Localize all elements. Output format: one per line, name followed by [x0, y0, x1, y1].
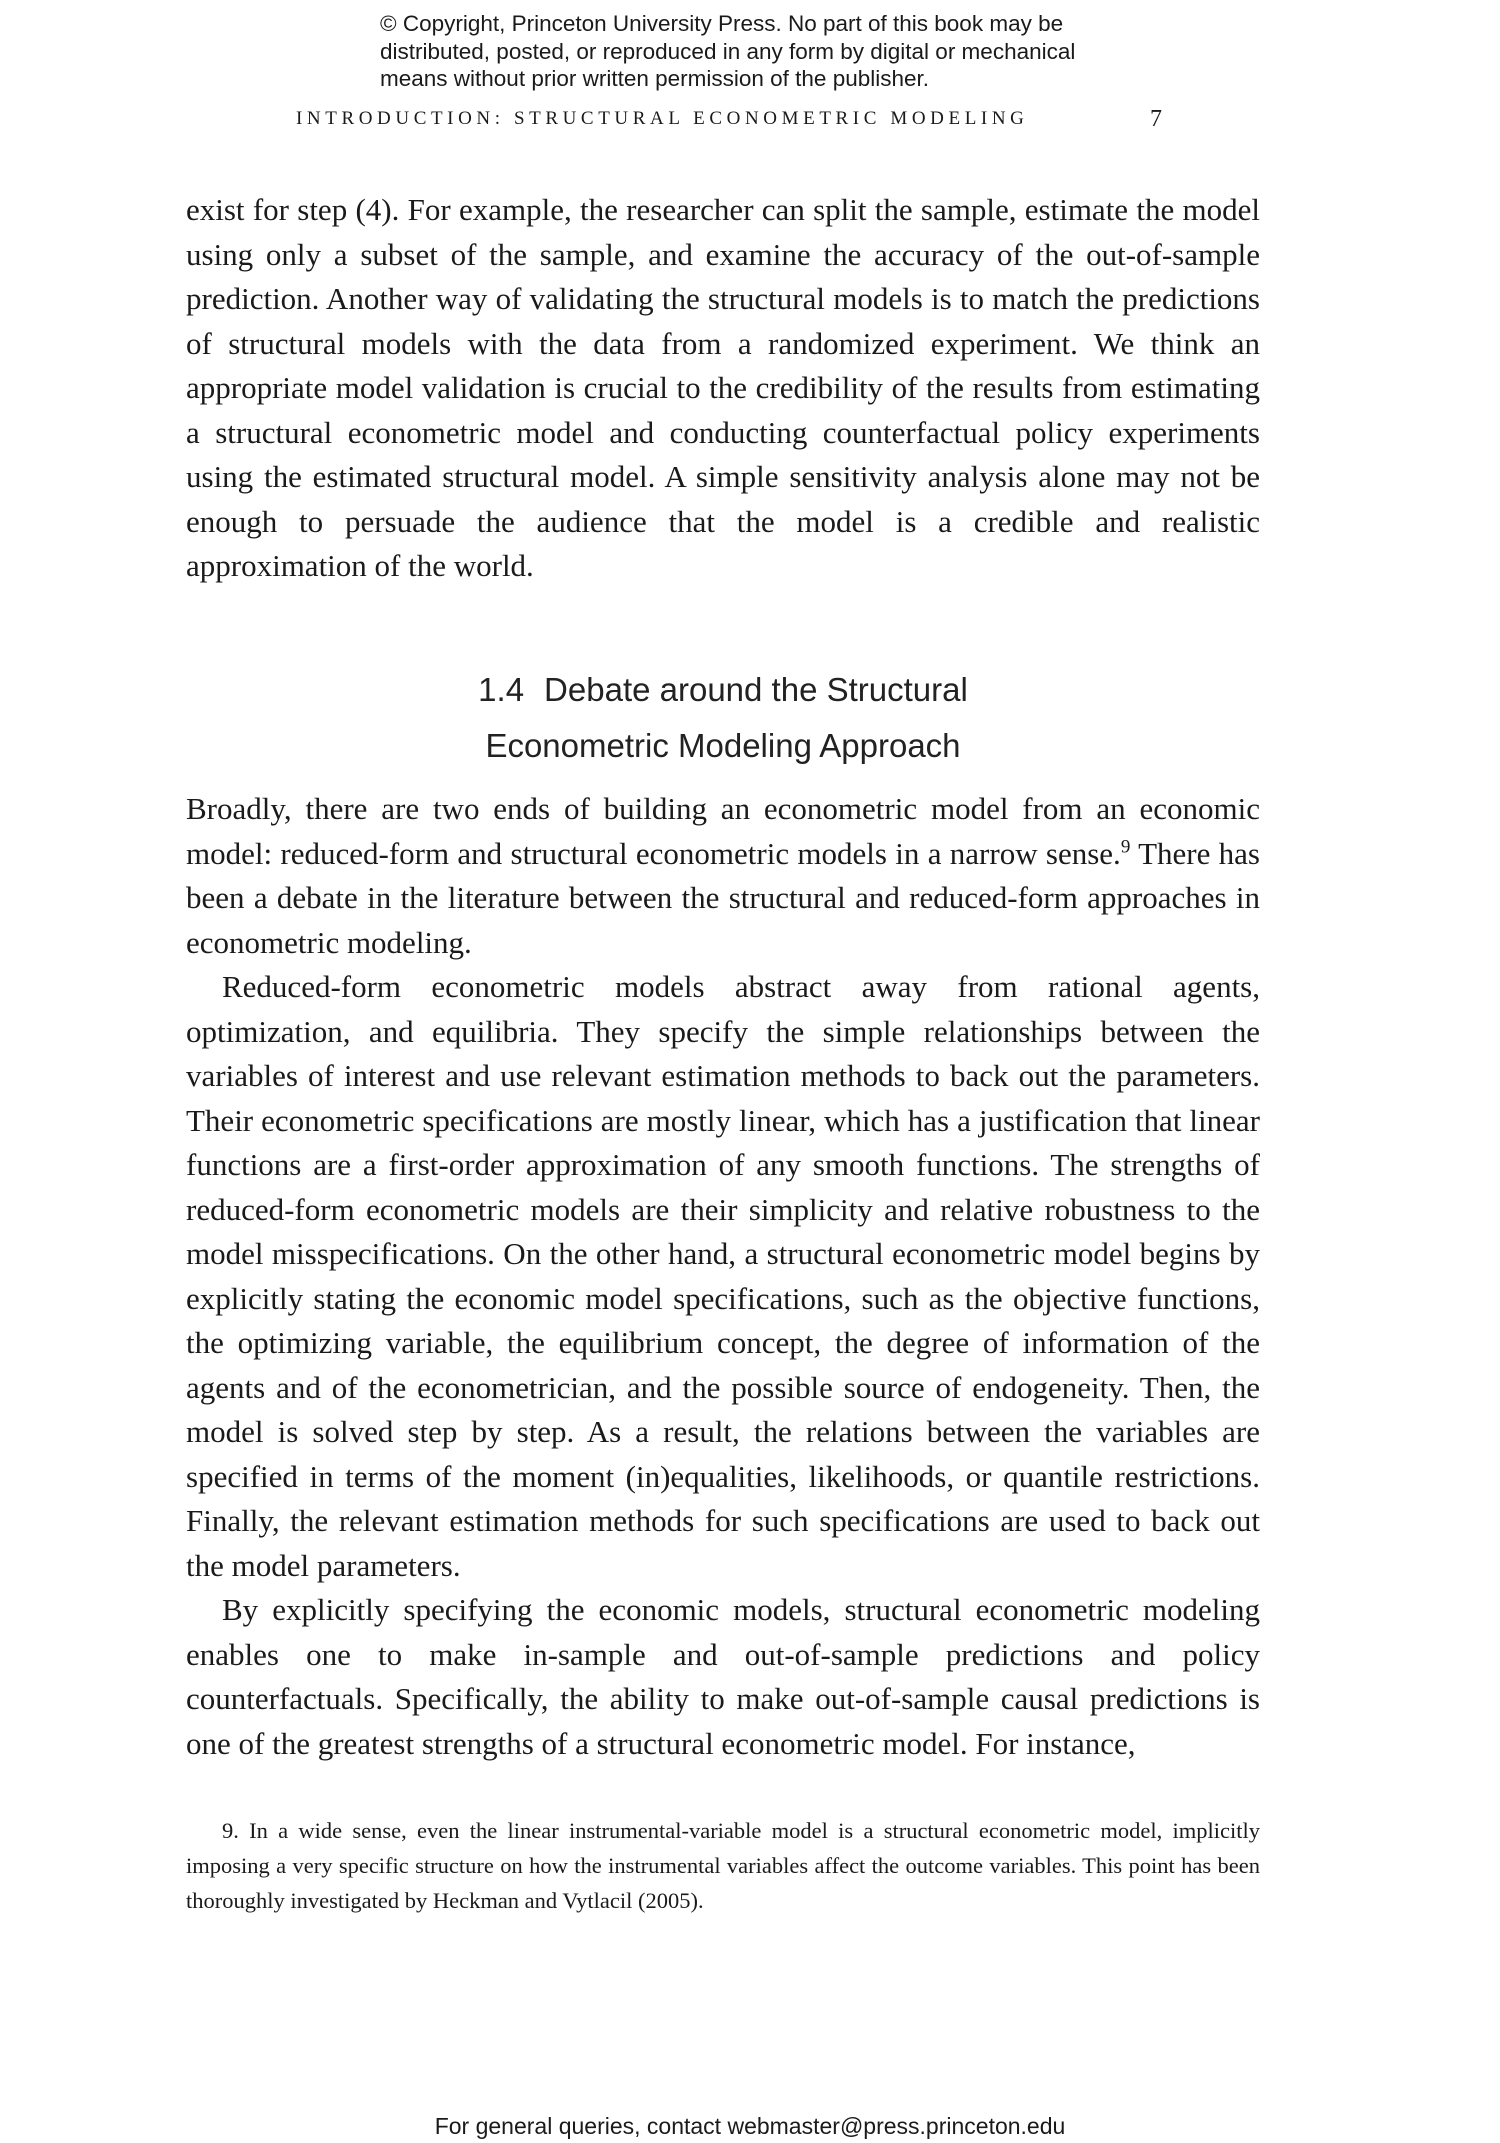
section-paragraph-1 [186, 787, 1260, 965]
copyright-line-2: distributed, posted, or reproduced in any form by digital or mechanical [380, 38, 1076, 64]
footnote-text: 9. In a wide sense, even the linear instrumental-variable model is a structural econometric model, implicitly imposing a very specific structure on how the instrumental variables affect the outcome variables. This point has been thoroughly investigated by Heckman and Vytlacil (2005). [186, 1818, 1260, 1913]
top-paragraph-block [186, 188, 1260, 589]
section-paragraph-3: By explicitly specifying the economic models, structural econometric modeling enables one to make in-sample and out-of-sample predictions and policy counterfactuals. Specifically, the ability to make out-of-sample causal predictions is one of the greatest strengths of a structural econometric model. For instance, [186, 1592, 1260, 1761]
page-footer [0, 2112, 1500, 2140]
section-number: 1.4 [478, 671, 525, 708]
footnote [186, 1813, 1260, 1918]
section-title-line-1: Debate around the Structural [544, 671, 968, 708]
section-body [186, 787, 1260, 1766]
footer-contact: For general queries, contact webmaster@press.princeton.edu [434, 2113, 1066, 2139]
copyright-notice [0, 10, 1500, 93]
running-head [296, 104, 1162, 134]
section-title-line-2: Econometric Modeling Approach [485, 727, 961, 764]
running-head-title: INTRODUCTION: STRUCTURAL ECONOMETRIC MODELING [296, 108, 1029, 129]
top-paragraph: exist for step (4). For example, the researcher can split the sample, estimate the model using only a subset of the sample, and examine the accuracy of the out-of-sample prediction. Another way of validating the structural models is to match the predictions of structural models with the data from a randomized experiment. We think an appropriate model validation is crucial to the credibility of the results from estimating a structural econometric model and conducting counterfactual policy experiments using the estimated structural model. A simple sensitivity analysis alone may not be enough to persuade the audience that the model is a credible and realistic approximation of the world. [186, 192, 1260, 583]
page-number: 7 [1150, 106, 1162, 132]
section-paragraph-1-text: Broadly, there are two ends of building an econometric model from an economic model: reduced-form and structural econometric models in a narrow sense. [186, 791, 1260, 871]
copyright-line-3: means without prior written permission of the publisher. [380, 66, 930, 91]
section-heading [186, 662, 1260, 774]
section-paragraph-2: Reduced-form econometric models abstract away from rational agents, optimization, and equilibria. They specify the simple relationships between the variables of interest and use relevant estimation methods to back out the parameters. Their econometric specifications are mostly linear, which has a justification that linear functions are a first-order approximation of any smooth functions. The strengths of reduced-form econometric models are their simplicity and relative robustness to the model misspecifications. On the other hand, a structural econometric model begins by explicitly stating the economic model specifications, such as the objective functions, the optimizing variable, the equilibrium concept, the degree of information of the agents and of the econometrician, and the possible source of endogeneity. Then, the model is solved step by step. As a result, the relations between the variables are specified in terms of the moment (in)equalities, likelihoods, or quantile restrictions. Finally, the relevant estimation methods for such specifications are used to back out the model parameters. [186, 969, 1260, 1583]
copyright-line-1: © Copyright, Princeton University Press. No part of this book may be [380, 11, 1064, 36]
section-paragraph-1-continued: There has been a debate in the literature between the structural and reduced-form approaches in econometric modeling. [186, 835, 1260, 960]
footnote-reference[interactable]: 9 [1120, 836, 1131, 858]
